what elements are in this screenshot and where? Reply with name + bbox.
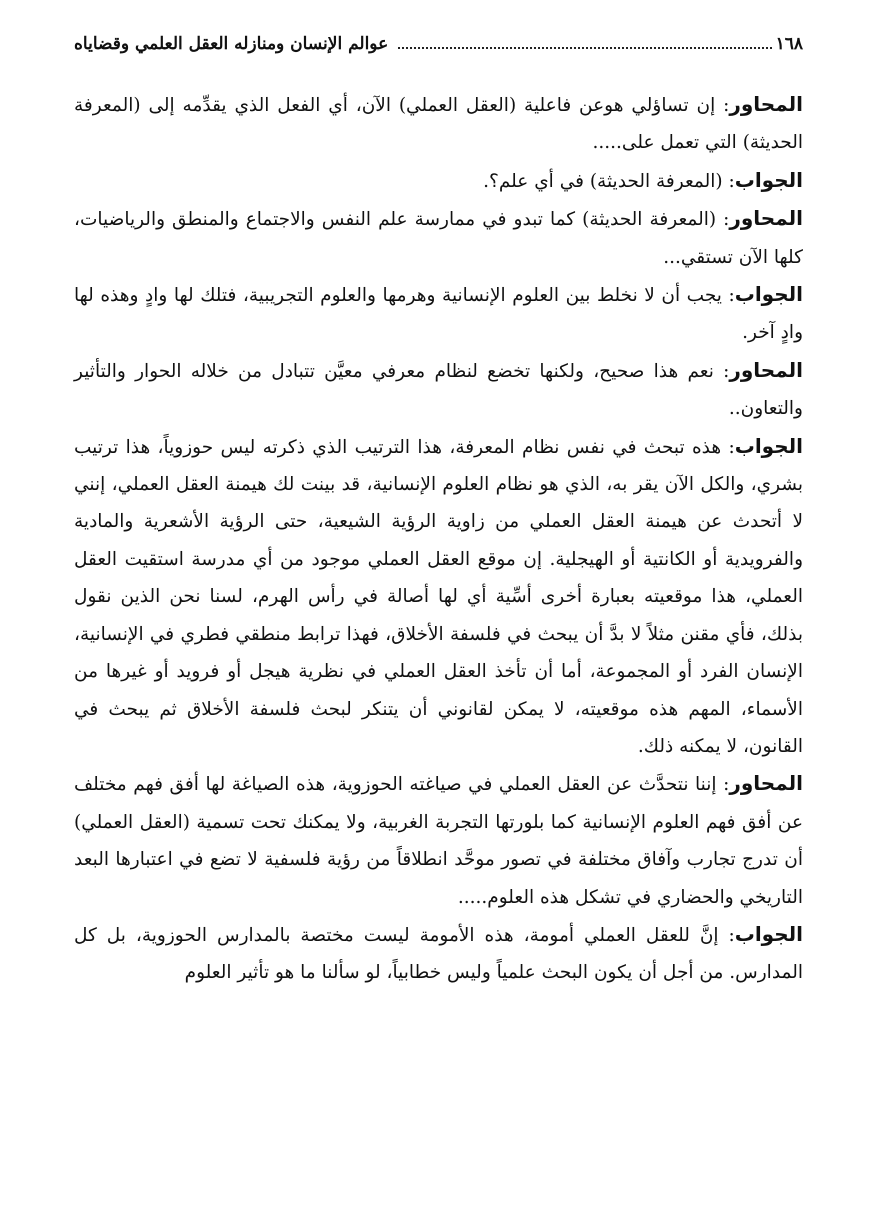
- speaker-label: الجواب: [734, 433, 803, 458]
- paragraph-text: : إن تساؤلي هوعن فاعلية (العقل العملي) الآن، أي الفعل الذي يقدِّمه إلى (المعرفة الحديثة) التي تعمل على.....: [74, 95, 803, 154]
- paragraph-text: : إنَّ للعقل العملي أمومة، هذه الأمومة ليست مختصة بالمدارس الحوزوية، بل كل المدارس. من أجل أن يكون البحث علمياً وليس خطابياً، لو سألنا ما هو تأثير العلوم: [74, 924, 803, 984]
- dialogue-paragraph: [74, 162, 803, 200]
- speaker-label: المحاور: [729, 357, 803, 382]
- dialogue-body: [74, 86, 803, 992]
- speaker-label: المحاور: [729, 771, 803, 796]
- running-header: [74, 28, 803, 60]
- dialogue-paragraph: [74, 86, 803, 162]
- paragraph-text: : (المعرفة الحديثة) في أي علم؟.: [483, 170, 735, 192]
- speaker-label: الجواب: [734, 921, 803, 946]
- page-number: ١٦٨: [775, 34, 803, 54]
- paragraph-text: : نعم هذا صحيح، ولكنها تخضع لنظام معرفي معيَّن تتبادل من خلاله الحوار والتأثير والتعاون..: [74, 360, 803, 420]
- book-title: عوالم الإنسان ومنازله العقل العلمي وقضاياه: [74, 34, 389, 54]
- header-dot-leader: [398, 47, 771, 49]
- speaker-label: الجواب: [734, 167, 803, 192]
- dialogue-paragraph: [74, 276, 803, 352]
- dialogue-paragraph: [74, 352, 803, 428]
- paragraph-text: : إننا نتحدَّث عن العقل العملي في صياغته الحوزوية، هذه الصياغة لها أفق فهم مختلف عن أفق فهم العلوم الإنسانية كما بلورتها التجربة الغربية، ولا يمكنك تحت تسمية (العقل العملي) أن تدرج تجارب وآفاق مختلفة في تصور موحَّد انطلاقاً من رؤية فلسفية لا تضع في اعتبارها البعد التاريخي والحضاري في تشكل هذه العلوم.....: [74, 774, 803, 908]
- speaker-label: المحاور: [729, 92, 803, 116]
- dialogue-paragraph: [74, 428, 803, 766]
- dialogue-paragraph: [74, 916, 803, 992]
- paragraph-text: : (المعرفة الحديثة) كما تبدو في ممارسة علم النفس والاجتماع والمنطق والرياضيات، كلها الآن تستقي...: [74, 209, 803, 268]
- dialogue-paragraph: [74, 765, 803, 916]
- speaker-label: المحاور: [729, 206, 803, 231]
- speaker-label: الجواب: [734, 282, 803, 307]
- paragraph-text: : هذه تبحث في نفس نظام المعرفة، هذا الترتيب الذي ذكرته ليس حوزوياً، هذا ترتيب بشري، والكل الآن يقر به، الذي هو نظام العلوم الإنسانية، قد بينت لك هيمنة العقل العملي، إنني لا أتحدث عن هيمنة العقل العملي من زاوية الرؤية الشيعية، حتى الرؤية الأشعرية والمادية والفرويدية أو الكانتية أو الهيجلية. إن موقع العقل العملي موجود من أي مدرسة استقيت العقل العملي، هذا موقعيته بعبارة أخرى أسِّية أي لها أصالة في رأس الهرم، لسنا نحن الذين نقول بذلك، فأي مقنن مثلاً لا بدَّ أن يبحث في فلسفة الأخلاق، فهذا ترابط منطقي فطري في الإنسانية، الإنسان الفرد أو المجموعة، أما أن تأخذ العقل العملي في نظرية هيجل أو فرويد أو غيرها من الأسماء، المهم هذه موقعيته، لا يمكن لقانوني أن يتنكر لبحث فلسفة الأخلاق ثم يبحث في القانون، لا يمكنه ذلك.: [74, 436, 803, 757]
- dialogue-paragraph: [74, 200, 803, 276]
- paragraph-text: : يجب أن لا نخلط بين العلوم الإنسانية وهرمها والعلوم التجريبية، فتلك لها وادٍ وهذه لها وادٍ آخر.: [74, 285, 803, 344]
